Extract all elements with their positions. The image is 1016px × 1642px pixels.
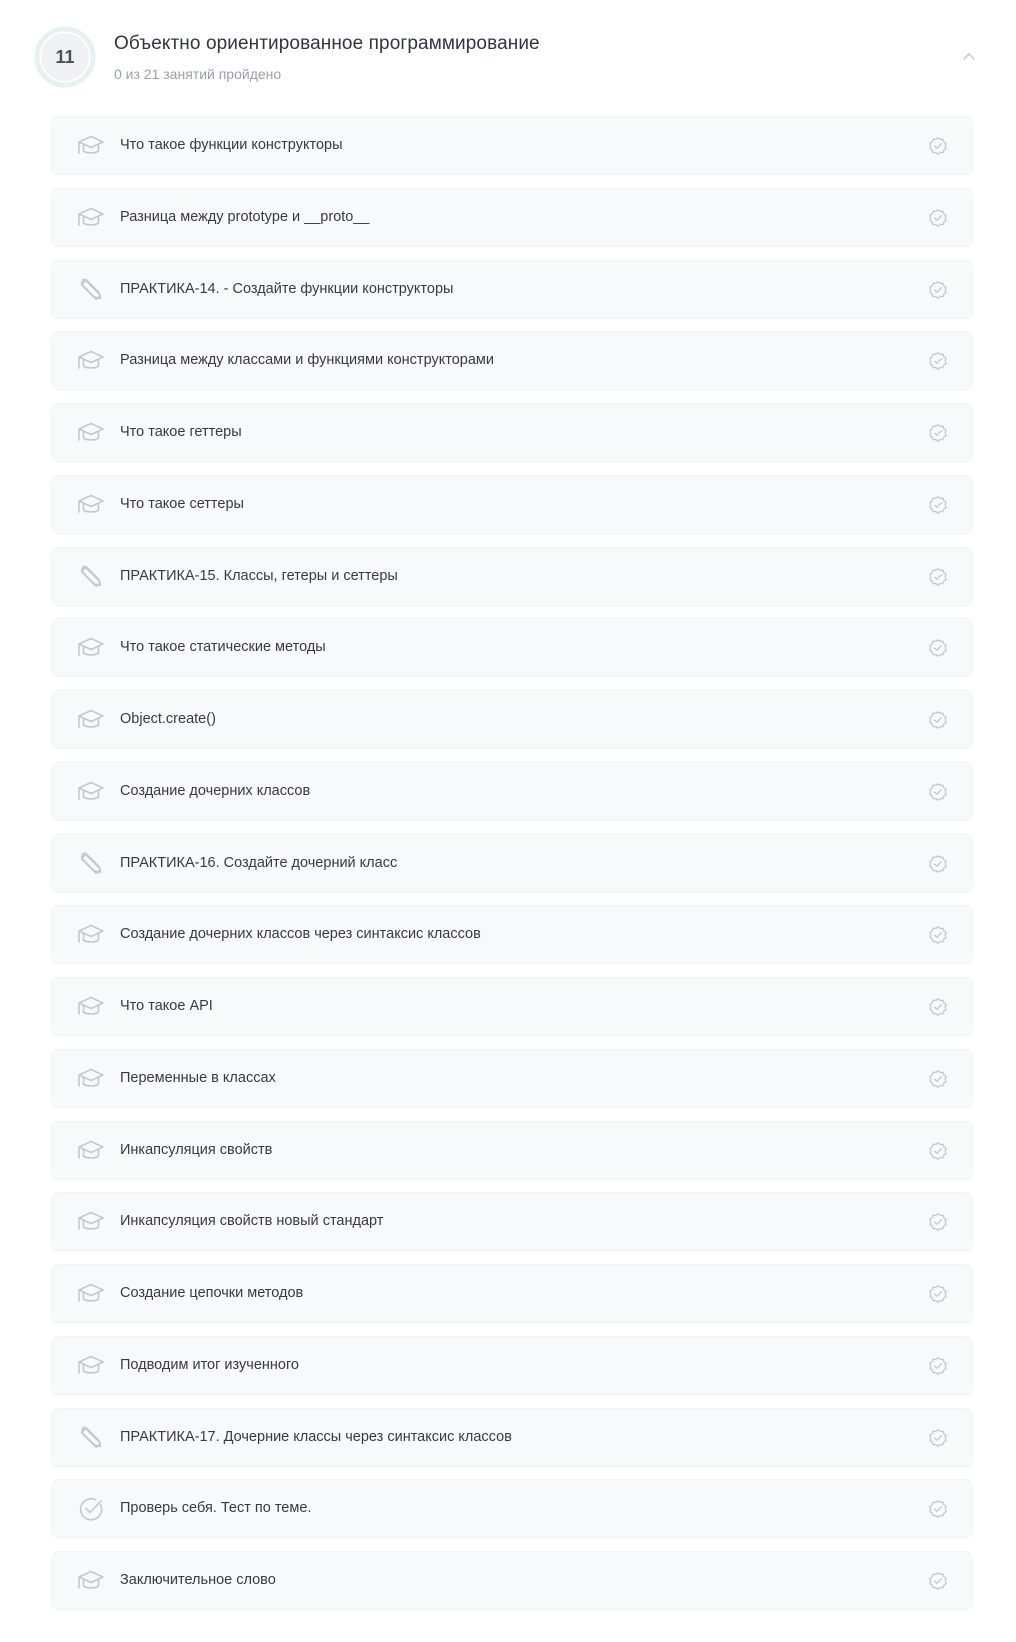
graduation-cap-icon: [77, 133, 105, 159]
lesson-title: Инкапсуляция свойств: [120, 1141, 273, 1158]
graduation-cap-icon: [77, 492, 105, 518]
lesson-item-6[interactable]: [51, 475, 973, 534]
lesson-title: Разница между prototype и __proto__: [120, 208, 370, 225]
lesson-item-18[interactable]: [51, 1336, 973, 1395]
check-badge-icon: [928, 1069, 948, 1089]
lesson-item-14[interactable]: [51, 1049, 973, 1108]
check-badge-icon: [928, 567, 948, 587]
lesson-title: Что такое API: [120, 998, 213, 1014]
check-badge-icon: [928, 1212, 948, 1232]
lesson-title: Что такое геттеры: [120, 424, 242, 440]
lesson-title: Создание дочерних классов: [120, 782, 311, 799]
graduation-cap-icon: [77, 922, 105, 948]
lesson-title: Что такое функции конструкторы: [120, 137, 343, 153]
lesson-item-21[interactable]: [51, 1551, 973, 1610]
check-badge-icon: [928, 1499, 948, 1519]
lesson-title: ПРАКТИКА-15. Классы, гетеры и сеттеры: [120, 567, 398, 584]
check-circle-icon: [77, 1496, 105, 1522]
lesson-title: ПРАКТИКА-14. - Создайте функции конструкторы: [120, 280, 454, 297]
module-number: 11: [55, 47, 75, 67]
check-badge-icon: [928, 495, 948, 515]
check-badge-icon: [928, 208, 948, 228]
graduation-cap-icon: [77, 1281, 105, 1307]
lesson-title: Object.create(): [120, 711, 216, 727]
check-badge-icon: [928, 1356, 948, 1376]
lesson-title: Разница между классами и функциями конструкторами: [120, 352, 494, 369]
graduation-cap-icon: [77, 635, 105, 661]
check-badge-icon: [928, 351, 948, 371]
lesson-title: Создание цепочки методов: [120, 1285, 304, 1301]
lesson-title: Что такое сеттеры: [120, 495, 244, 512]
check-badge-icon: [928, 854, 948, 874]
lesson-item-3[interactable]: [51, 260, 973, 319]
graduation-cap-icon: [77, 707, 105, 733]
lesson-item-13[interactable]: [51, 977, 973, 1036]
check-badge-icon: [928, 782, 948, 802]
lesson-item-2[interactable]: [51, 188, 973, 247]
check-badge-icon: [928, 136, 948, 156]
lesson-title: Инкапсуляция свойств новый стандарт: [120, 1213, 384, 1230]
lesson-item-15[interactable]: [51, 1121, 973, 1180]
graduation-cap-icon: [77, 779, 105, 805]
graduation-cap-icon: [77, 1066, 105, 1092]
pencil-ruler-icon: [77, 277, 105, 303]
lesson-item-16[interactable]: [51, 1192, 973, 1251]
check-badge-icon: [928, 1428, 948, 1448]
lesson-item-17[interactable]: [51, 1264, 973, 1323]
lesson-item-9[interactable]: [51, 690, 973, 749]
lesson-title: Переменные в классах: [120, 1069, 276, 1086]
module-progress-ring: [34, 26, 96, 88]
collapse-toggle[interactable]: [958, 46, 980, 68]
check-badge-icon: [928, 1141, 948, 1161]
lesson-item-19[interactable]: [51, 1408, 973, 1467]
lesson-item-1[interactable]: [51, 116, 973, 175]
lesson-item-10[interactable]: [51, 762, 973, 821]
lesson-list: [51, 116, 973, 1623]
graduation-cap-icon: [77, 420, 105, 446]
pencil-ruler-icon: [77, 564, 105, 590]
lesson-title: ПРАКТИКА-16. Создайте дочерний класс: [120, 854, 398, 871]
check-badge-icon: [928, 280, 948, 300]
graduation-cap-icon: [77, 994, 105, 1020]
lesson-title: Что такое статические методы: [120, 639, 326, 656]
lesson-item-7[interactable]: [51, 547, 973, 606]
graduation-cap-icon: [77, 1353, 105, 1379]
lesson-item-5[interactable]: [51, 403, 973, 462]
lesson-title: ПРАКТИКА-17. Дочерние классы через синтаксис классов: [120, 1428, 512, 1445]
graduation-cap-icon: [77, 205, 105, 231]
lesson-item-4[interactable]: [51, 331, 973, 390]
check-badge-icon: [928, 997, 948, 1017]
lesson-item-20[interactable]: [51, 1479, 973, 1538]
lesson-item-11[interactable]: [51, 834, 973, 893]
check-badge-icon: [928, 1571, 948, 1591]
check-badge-icon: [928, 638, 948, 658]
check-badge-icon: [928, 710, 948, 730]
lesson-item-8[interactable]: [51, 618, 973, 677]
lesson-title: Подводим итог изученного: [120, 1356, 299, 1373]
graduation-cap-icon: [77, 1209, 105, 1235]
check-badge-icon: [928, 925, 948, 945]
graduation-cap-icon: [77, 1138, 105, 1164]
check-badge-icon: [928, 1284, 948, 1304]
graduation-cap-icon: [77, 1568, 105, 1594]
graduation-cap-icon: [77, 348, 105, 374]
check-badge-icon: [928, 423, 948, 443]
module-title: Объектно ориентированное программирование: [114, 33, 540, 54]
module-progress-text: 0 из 21 занятий пройдено: [114, 66, 282, 82]
pencil-ruler-icon: [77, 1425, 105, 1451]
lesson-title: Проверь себя. Тест по теме.: [120, 1500, 312, 1517]
chevron-up-icon: [958, 46, 980, 68]
lesson-title: Заключительное слово: [120, 1572, 276, 1588]
lesson-title: Создание дочерних классов через синтаксис классов: [120, 926, 481, 943]
module-header[interactable]: [0, 0, 1016, 116]
lesson-item-12[interactable]: [51, 905, 973, 964]
pencil-ruler-icon: [77, 851, 105, 877]
